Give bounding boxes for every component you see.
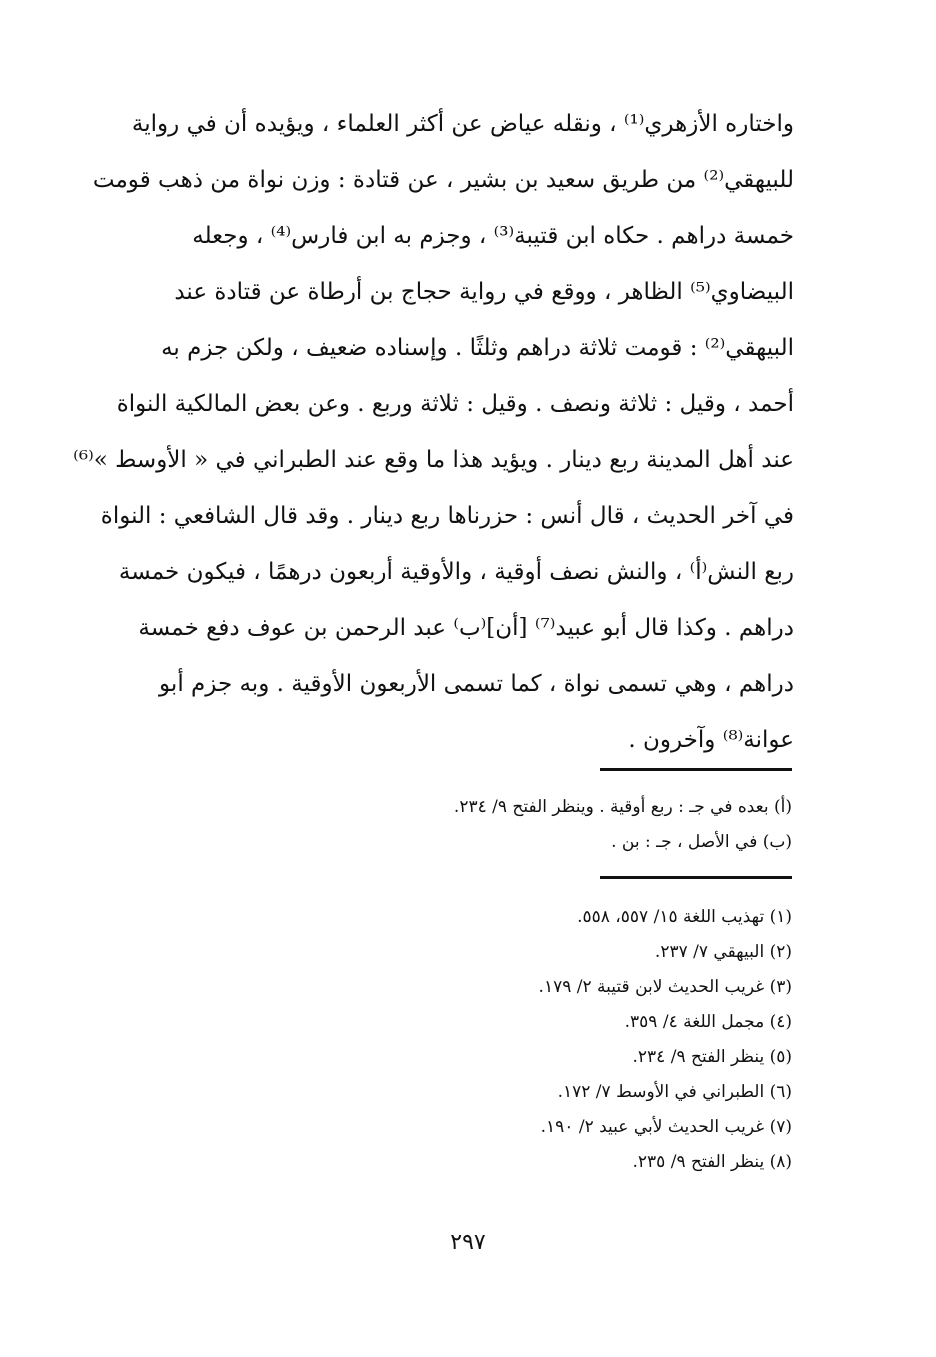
footnote: (١) تهذيب اللغة ١٥/ ٥٥٧، ٥٥٨. <box>577 907 792 927</box>
body-line: للبيهقي⁽²⁾ من طريق سعيد بن بشير ، عن قتادة : وزن نواة من ذهب قومت <box>92 167 794 193</box>
body-line: البيهقي⁽²⁾ : قومت ثلاثة دراهم وثلثًا . وإسناده ضعيف ، ولكن جزم به <box>161 335 794 361</box>
body-line: في آخر الحديث ، قال أنس : حزرناها ربع دينار . وقد قال الشافعي : النواة <box>100 503 794 529</box>
footnote-divider <box>600 768 792 771</box>
main-text-block <box>73 96 794 768</box>
footnote: (٦) الطبراني في الأوسط ٧/ ١٧٢. <box>557 1082 792 1102</box>
body-line: البيضاوي⁽⁵⁾ الظاهر ، ووقع في رواية حجاج بن أرطاة عن قتادة عند <box>174 279 794 305</box>
footnote: (٢) البيهقي ٧/ ٢٣٧. <box>654 942 792 962</box>
body-line: دراهم ، وهي تسمى نواة ، كما تسمى الأربعون الأوقية . وبه جزم أبو <box>159 671 794 697</box>
page-number: ٢٩٧ <box>450 1230 486 1255</box>
footnote: (٧) غريب الحديث لأبي عبيد ٢/ ١٩٠. <box>540 1117 792 1137</box>
variant-note: (أ) بعده في جـ : ربع أوقية . وينظر الفتح ٩/ ٢٣٤. <box>453 797 792 817</box>
body-line: دراهم . وكذا قال أبو عبيد⁽⁷⁾ [أن]⁽ب⁾ عبد الرحمن بن عوف دفع خمسة <box>138 615 794 641</box>
footnote-divider <box>600 876 792 879</box>
body-line: عند أهل المدينة ربع دينار . ويؤيد هذا ما وقع عند الطبراني في « الأوسط »⁽⁶⁾ <box>73 447 794 473</box>
footnote: (٣) غريب الحديث لابن قتيبة ٢/ ١٧٩. <box>538 977 792 997</box>
variant-notes <box>300 790 792 860</box>
footnote: (٤) مجمل اللغة ٤/ ٣٥٩. <box>624 1012 792 1032</box>
body-line: واختاره الأزهري⁽¹⁾ ، ونقله عياض عن أكثر العلماء ، ويؤيده أن في رواية <box>131 111 794 137</box>
body-line: عوانة⁽⁸⁾ وآخرون . <box>628 727 794 753</box>
footnote: (٥) ينظر الفتح ٩/ ٢٣٤. <box>632 1047 792 1067</box>
body-line: ربع النش⁽أ⁾ ، والنش نصف أوقية ، والأوقية أربعون درهمًا ، فيكون خمسة <box>118 559 794 585</box>
body-line: خمسة دراهم . حكاه ابن قتيبة⁽³⁾ ، وجزم به ابن فارس⁽⁴⁾ ، وجعله <box>192 223 794 249</box>
footnote: (٨) ينظر الفتح ٩/ ٢٣٥. <box>632 1152 792 1172</box>
variant-note: (ب) في الأصل ، جـ : بن . <box>611 832 792 852</box>
footnotes <box>300 900 792 1180</box>
body-line: أحمد ، وقيل : ثلاثة ونصف . وقيل : ثلاثة وربع . وعن بعض المالكية النواة <box>116 391 794 417</box>
